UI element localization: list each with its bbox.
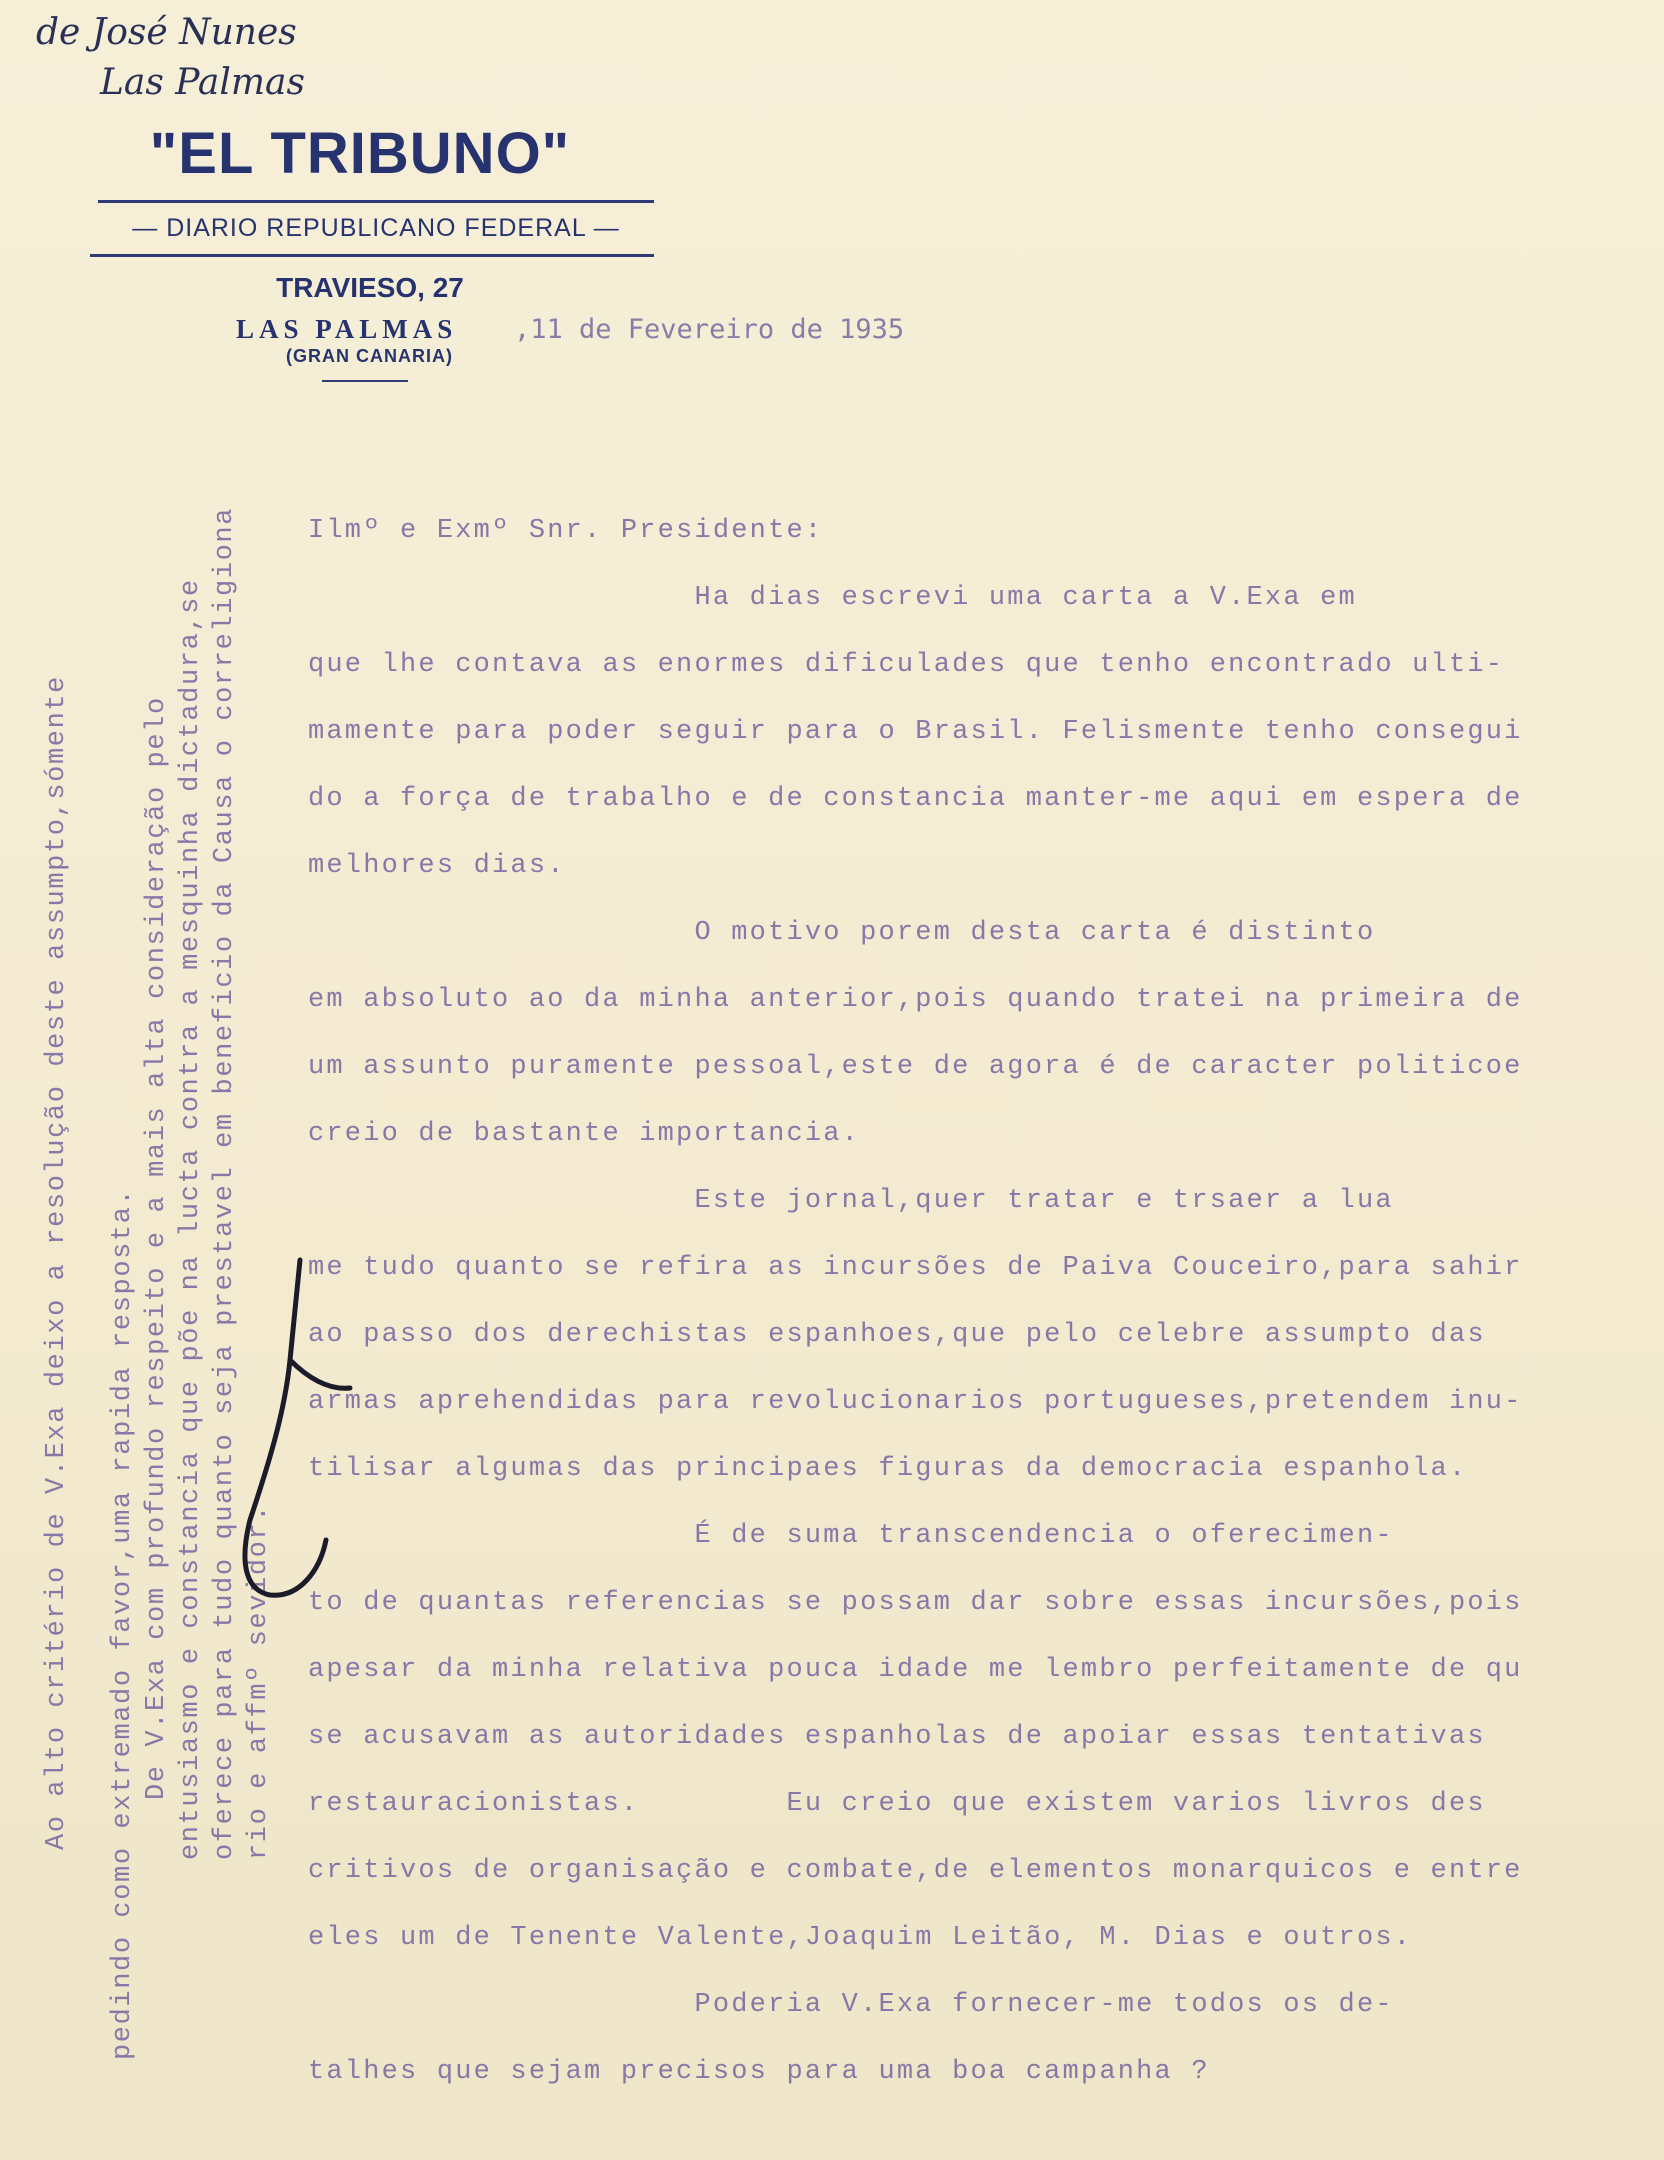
body-line: em absoluto ao da minha anterior,pois quando tratei na primeira de <box>308 985 1523 1015</box>
handwritten-sender: de José Nunes <box>36 12 297 53</box>
letterhead-city: LAS PALMAS <box>236 314 458 344</box>
margin-note-line: rio e affmº sevidor. <box>244 1503 274 1860</box>
body-line: que lhe contava as enormes dificulades que tenho encontrado ulti- <box>308 650 1505 680</box>
body-line: mamente para poder seguir para o Brasil. Felismente tenho consegui <box>308 717 1523 747</box>
margin-note-line: De V.Exa com profundo respeito e a mais alta consideração pelo <box>142 696 172 1800</box>
body-line: armas aprehendidas para revolucionarios portugueses,pretendem inu- <box>308 1387 1523 1417</box>
letterhead-address: TRAVIESO, 27 <box>276 272 464 303</box>
margin-note-line: Ao alto critério de V.Exa deixo a resolução deste assumpto,sómente <box>42 675 72 1850</box>
letterhead-region: (GRAN CANARIA) <box>286 346 453 366</box>
margin-note-line: pedindo como extremado favor,uma rapida resposta. <box>108 1187 138 2060</box>
letterhead-title: "EL TRIBUNO" <box>149 121 571 186</box>
body-line: creio de bastante importancia. <box>308 1119 861 1149</box>
signature-mark <box>230 1240 360 1620</box>
body-line: um assunto puramente pessoal,este de agora é de caracter politicoe <box>308 1052 1523 1082</box>
body-line: Ilmº e Exmº Snr. Presidente: <box>308 516 824 546</box>
body-line: O motivo porem desta carta é distinto <box>308 918 1376 948</box>
margin-note-line: oferece para tudo quanto seja prestavel em beneficio da Causa o correligiona <box>210 507 240 1860</box>
body-line: se acusavam as autoridades espanholas de apoiar essas tentativas <box>308 1722 1486 1752</box>
body-line: melhores dias. <box>308 851 566 881</box>
body-line: Ha dias escrevi uma carta a V.Exa em <box>308 583 1357 613</box>
body-line: É de suma transcendencia o oferecimen- <box>308 1521 1394 1551</box>
handwritten-place: Las Palmas <box>100 62 305 103</box>
body-line: apesar da minha relativa pouca idade me lembro perfeitamente de qu <box>308 1655 1523 1685</box>
letterhead-subtitle: — DIARIO REPUBLICANO FEDERAL — <box>132 214 620 242</box>
body-line: restauracionistas. Eu creio que existem varios livros des <box>308 1789 1486 1819</box>
letterhead-ornament <box>322 380 408 382</box>
body-line: ao passo dos derechistas espanhoes,que pelo celebre assumpto das <box>308 1320 1486 1350</box>
body-line: Poderia V.Exa fornecer-me todos os de- <box>308 1990 1394 2020</box>
body-line: eles um de Tenente Valente,Joaquim Leitão, M. Dias e outros. <box>308 1923 1413 1953</box>
body-line: tilisar algumas das principaes figuras da democracia espanhola. <box>308 1454 1468 1484</box>
body-line: critivos de organisação e combate,de elementos monarquicos e entre <box>308 1856 1523 1886</box>
letterhead-rule-bottom <box>90 254 654 257</box>
body-line: Este jornal,quer tratar e trsaer a lua <box>308 1186 1394 1216</box>
letterhead-rule-top <box>98 200 654 203</box>
margin-note-line: entusiasmo e constancia que põe na lucta contra a mesquinha dictadura,se <box>176 578 206 1860</box>
body-line: do a força de trabalho e de constancia manter-me aqui em espera de <box>308 784 1523 814</box>
body-line: me tudo quanto se refira as incursões de Paiva Couceiro,para sahir <box>308 1253 1523 1283</box>
letter-date: ,11 de Fevereiro de 1935 <box>514 314 905 345</box>
body-line: talhes que sejam precisos para uma boa campanha ? <box>308 2057 1210 2087</box>
body-line: to de quantas referencias se possam dar sobre essas incursões,pois <box>308 1588 1523 1618</box>
